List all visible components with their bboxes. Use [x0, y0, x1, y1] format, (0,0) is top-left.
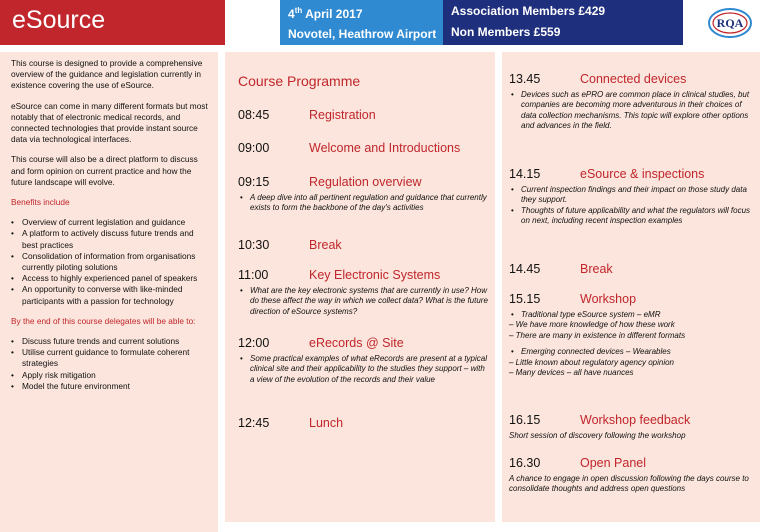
session-description: – Little known about regulatory agency opinion: [509, 357, 674, 367]
session-time: 16.30: [509, 456, 541, 470]
session-item: [509, 292, 754, 378]
session-description: • Traditional type eSource system – eMR: [509, 310, 754, 320]
session-title: Key Electronic Systems: [309, 268, 441, 282]
intro-paragraph: This course is designed to provide a comprehensive overview of the guidance and legislation currently in existence covering the use of eSource.: [11, 58, 203, 91]
course-overview-panel: [0, 52, 218, 532]
session-description: • Devices such as ePRO are common place in clinical studies, but companies are becoming more adventurous in their choices of data collection mechanisms. This topic will explore other options and advances in the field.: [509, 90, 754, 132]
logo-text: RQA: [716, 16, 744, 30]
benefits-list: [11, 217, 211, 307]
session-item: [238, 141, 488, 157]
session-time: 14.45: [509, 262, 541, 276]
session-description: • Some practical examples of what eRecords are present at a typical clinical site and their applicability to the studies they support – with a view of the evolution of the records and their value: [238, 354, 488, 385]
session-item: [238, 416, 488, 432]
session-description: – There are many in existence in different formats: [509, 330, 686, 340]
session-item: [238, 175, 488, 214]
rqa-logo: [706, 6, 754, 40]
session-title: Open Panel: [580, 456, 647, 470]
price-banner: [443, 0, 683, 45]
session-description: A chance to engage in open discussion following the days course to consolidate thoughts and address open questions: [509, 474, 749, 494]
programme-panel-afternoon: [502, 52, 760, 522]
session-title: Break: [580, 262, 613, 276]
session-item: [238, 336, 488, 385]
session-description: – We have more knowledge of how these work: [509, 320, 675, 330]
programme-heading: Course Programme: [238, 73, 361, 89]
session-item: [509, 72, 754, 132]
list-item: • Apply risk mitigation: [11, 370, 211, 381]
session-title: eRecords @ Site: [309, 336, 404, 350]
session-title: Workshop feedback: [580, 413, 691, 427]
session-title: Workshop: [580, 292, 637, 306]
session-description: Short session of discovery following the workshop: [509, 431, 686, 440]
page-title: eSource: [12, 6, 106, 34]
session-time: 14.15: [509, 167, 541, 181]
list-item: • Access to highly experienced panel of speakers: [11, 273, 211, 284]
session-time: 12:00: [238, 336, 270, 350]
session-time: 08:45: [238, 108, 270, 122]
list-item: • Overview of current legislation and guidance: [11, 217, 211, 228]
event-venue: Novotel, Heathrow Airport: [288, 27, 437, 41]
header-bar: [0, 0, 768, 45]
session-item: [509, 413, 754, 441]
session-title: Lunch: [309, 416, 344, 430]
session-title: Break: [309, 238, 342, 252]
session-description: • Current inspection findings and their impact on those study data they support.: [509, 185, 754, 206]
session-time: 12:45: [238, 416, 270, 430]
session-description: • What are the key electronic systems that are currently in use? How do these affect the way in which we collect data? What is the future direction of eSource systems?: [238, 286, 488, 317]
list-item: • Utilise current guidance to formulate coherent strategies: [11, 347, 211, 369]
list-item: • Consolidation of information from organisations currently piloting solutions: [11, 251, 211, 273]
session-title: Connected devices: [580, 72, 687, 86]
session-title: Registration: [309, 108, 376, 122]
session-time: 11:00: [238, 268, 269, 282]
list-item: • Model the future environment: [11, 381, 211, 392]
session-description: • A deep dive into all pertinent regulation and guidance that currently exists to form the backbone of the day's activities: [238, 193, 488, 214]
session-description: – Many devices – all have nuances: [509, 368, 634, 378]
session-item: [509, 456, 754, 495]
session-item: [509, 167, 754, 227]
event-date: 4th April 2017: [288, 6, 363, 21]
intro-paragraph: This course will also be a direct platform to discuss and form opinion on current practice and how the future landscape will evolve.: [11, 154, 198, 187]
benefits-heading: Benefits include: [11, 197, 70, 208]
session-time: 09:15: [238, 175, 270, 189]
session-item: [238, 268, 488, 317]
session-time: 13.45: [509, 72, 541, 86]
session-title: Regulation overview: [309, 175, 422, 189]
session-item: [238, 108, 488, 124]
session-item: [509, 262, 754, 278]
session-time: 10:30: [238, 238, 270, 252]
date-venue-banner: [280, 0, 443, 45]
list-item: • A platform to actively discuss future trends and best practices: [11, 228, 211, 250]
programme-panel-morning: [225, 52, 495, 522]
session-time: 09:00: [238, 141, 270, 155]
session-time: 15.15: [509, 292, 541, 306]
session-title: eSource & inspections: [580, 167, 705, 181]
session-title: Welcome and Introductions: [309, 141, 461, 155]
price-non-members: Non Members £559: [451, 25, 561, 39]
session-time: 16.15: [509, 413, 541, 427]
price-members: Association Members £429: [451, 4, 606, 18]
list-item: • Discuss future trends and current solutions: [11, 336, 211, 347]
session-description: • Emerging connected devices – Wearables: [509, 347, 754, 357]
intro-paragraph: eSource can come in many different formats but most notably that of electronic medical records, and connected technologies that provide instant source data via technological interfaces.: [11, 100, 208, 145]
title-banner: [0, 0, 225, 45]
list-item: • An opportunity to converse with like-minded participants with a passion for technology: [11, 284, 211, 306]
session-description: • Thoughts of future applicability and what the regulators will focus on next, including recent inspection examples: [509, 206, 754, 227]
outcomes-list: [11, 336, 211, 392]
outcomes-heading: By the end of this course delegates will be able to:: [11, 315, 196, 326]
session-item: [238, 238, 488, 254]
